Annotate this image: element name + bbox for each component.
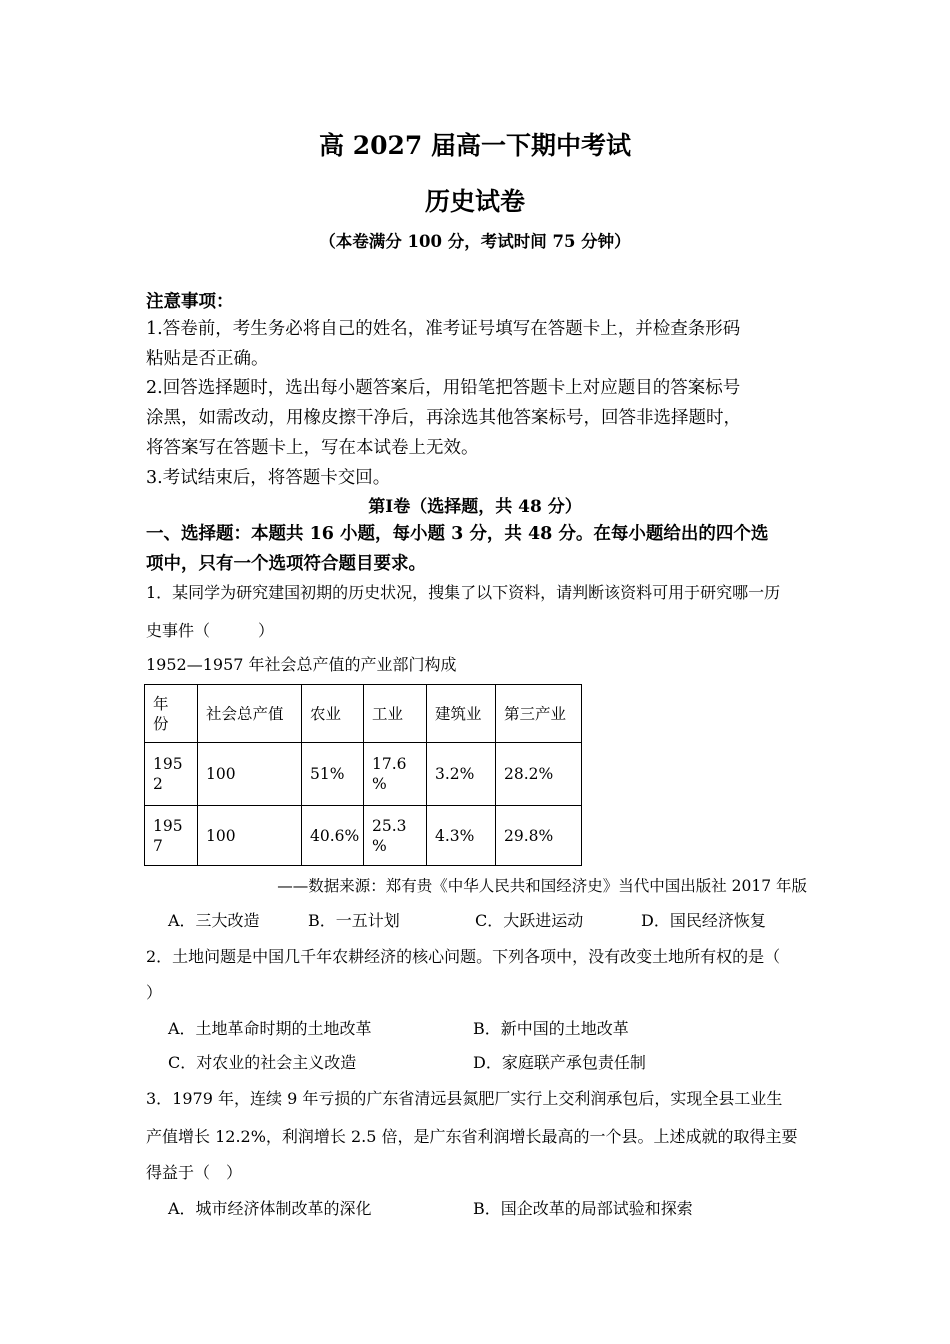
- q1-table-caption: 1952—1957 年社会总产值的产业部门构成: [146, 655, 457, 674]
- q1-option-d[interactable]: D．国民经济恢复: [641, 911, 766, 930]
- table-header-total: 社会总产值: [198, 685, 302, 743]
- table-header-construction: 建筑业: [427, 685, 496, 743]
- table-cell: 29.8%: [496, 806, 582, 866]
- table-cell-year: 195 2: [145, 743, 198, 806]
- notice-line-6: 3.考试结束后，将答题卡交回。: [146, 468, 391, 488]
- q2-stem-1: 2．土地问题是中国几千年农耕经济的核心问题。下列各项中，没有改变土地所有权的是（: [146, 947, 781, 966]
- table-cell: 17.6 %: [364, 743, 427, 806]
- exam-info: （本卷满分 100 分，考试时间 75 分钟）: [319, 232, 631, 251]
- section-instructions-2: 项中，只有一个选项符合题目要求。: [146, 554, 426, 574]
- q1-option-b[interactable]: B．一五计划: [308, 911, 400, 930]
- q1-option-a[interactable]: A．三大改造: [168, 911, 260, 930]
- table-row: [145, 743, 582, 806]
- q1-option-c[interactable]: C．大跃进运动: [475, 911, 584, 930]
- q2-option-b[interactable]: B．新中国的土地改革: [473, 1019, 629, 1038]
- q1-stem-2: 史事件（ ）: [146, 621, 275, 640]
- table-cell: 100: [198, 743, 302, 806]
- q1-data-table: [144, 684, 582, 866]
- q1-source: ——数据来源：郑有贵《中华人民共和国经济史》当代中国出版社 2017 年版: [277, 877, 807, 895]
- table-header-agriculture: 农业: [302, 685, 364, 743]
- part-title: 第Ⅰ卷（选择题，共 48 分）: [368, 497, 582, 517]
- notice-line-1: 1.答卷前，考生务必将自己的姓名，准考证号填写在答题卡上，并检查条形码: [146, 319, 741, 339]
- notice-line-2: 粘贴是否正确。: [146, 349, 269, 369]
- subject-title: 历史试卷: [424, 187, 525, 216]
- table-header-year: 年 份: [145, 685, 198, 743]
- table-header-row: [145, 685, 582, 743]
- table-cell-year: 195 7: [145, 806, 198, 866]
- q3-option-b[interactable]: B．国企改革的局部试验和探索: [473, 1199, 693, 1218]
- q3-stem-1: 3．1979 年，连续 9 年亏损的广东省清远县氮肥厂实行上交利润承包后，实现全县工业生: [146, 1089, 783, 1108]
- q3-stem-3: 得益于（ ）: [146, 1163, 243, 1182]
- notice-heading: 注意事项：: [146, 292, 234, 312]
- section-instructions-1: 一、选择题：本题共 16 小题，每小题 3 分，共 48 分。在每小题给出的四个选: [146, 524, 769, 544]
- table-cell: 51%: [302, 743, 364, 806]
- q3-option-a[interactable]: A．城市经济体制改革的深化: [168, 1199, 372, 1218]
- q2-option-a[interactable]: A．土地革命时期的土地改革: [168, 1019, 372, 1038]
- q1-stem-1: 1．某同学为研究建国初期的历史状况，搜集了以下资料，请判断该资料可用于研究哪一历: [146, 583, 781, 602]
- table-cell: 3.2%: [427, 743, 496, 806]
- table-cell: 25.3 %: [364, 806, 427, 866]
- notice-line-3: 2.回答选择题时，选出每小题答案后，用铅笔把答题卡上对应题目的答案标号: [146, 378, 741, 398]
- q3-stem-2: 产值增长 12.2%，利润增长 2.5 倍，是广东省利润增长最高的一个县。上述成就的取得主要: [146, 1127, 798, 1146]
- table-header-tertiary: 第三产业: [496, 685, 582, 743]
- notice-line-5: 将答案写在答题卡上，写在本试卷上无效。: [146, 438, 479, 458]
- q2-stem-2: ）: [146, 983, 163, 1002]
- table-cell: 28.2%: [496, 743, 582, 806]
- table-header-industry: 工业: [364, 685, 427, 743]
- table-cell: 40.6%: [302, 806, 364, 866]
- notice-line-4: 涂黑，如需改动，用橡皮擦干净后，再涂选其他答案标号，回答非选择题时，: [146, 408, 741, 428]
- table-row: [145, 806, 582, 866]
- exam-title: 高 2027 届高一下期中考试: [319, 131, 631, 160]
- table-cell: 100: [198, 806, 302, 866]
- table-cell: 4.3%: [427, 806, 496, 866]
- q2-option-d[interactable]: D．家庭联产承包责任制: [473, 1053, 646, 1072]
- q2-option-c[interactable]: C．对农业的社会主义改造: [168, 1053, 357, 1072]
